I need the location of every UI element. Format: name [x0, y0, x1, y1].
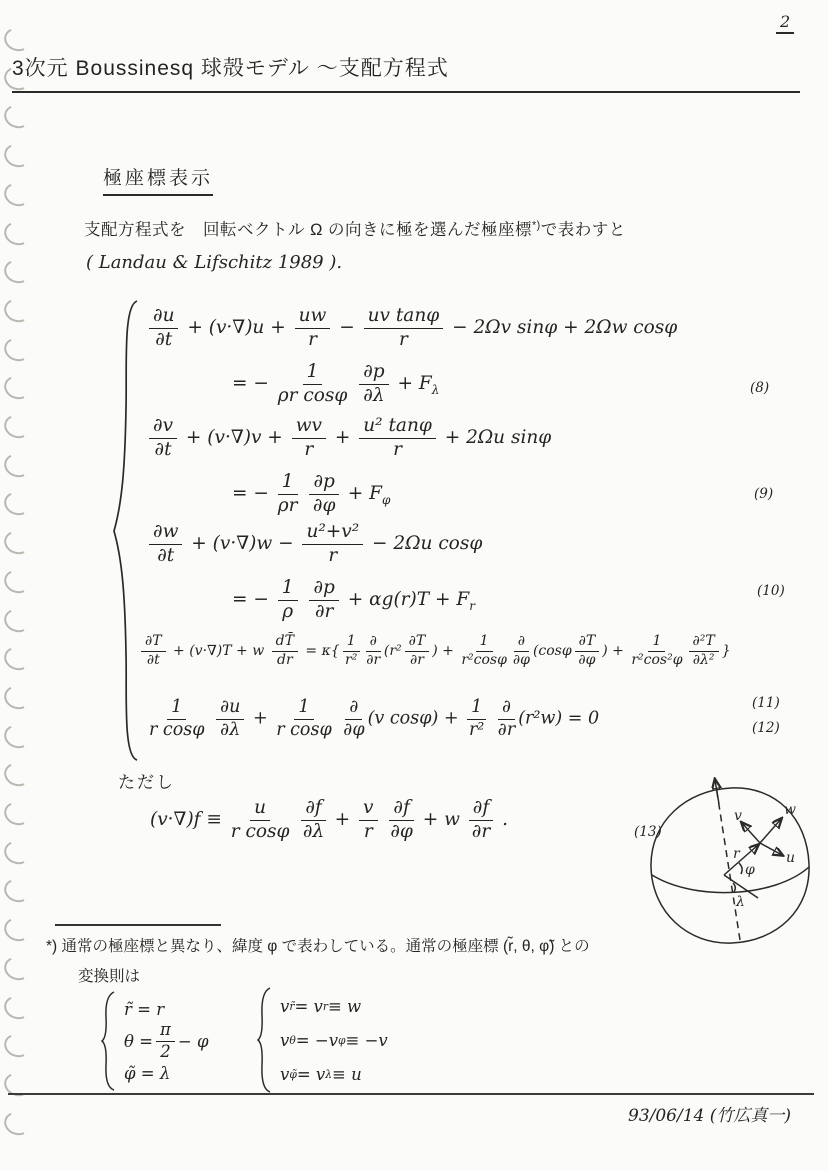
equation-momentum-v	[146, 416, 551, 517]
binding-hole-mark	[1, 837, 34, 867]
phi-angle-arc	[739, 863, 742, 874]
velocity-rule: v φ̃ = v λ ≡ u	[280, 1064, 362, 1084]
binding-hole-mark	[1, 682, 34, 712]
binding-hole-mark	[1, 140, 34, 170]
lambda-angle-arc	[733, 883, 735, 892]
equation-line: $\frac{\partial w}{\partial t}$ + (v·∇)w − $\frac{\text{u²+v²}}{r}$ − 2Ωu cosφ	[146, 522, 482, 566]
binding-hole-mark	[1, 1108, 34, 1138]
binding-hole-mark	[1, 1031, 34, 1061]
date-signature: 93/06/14 (竹広真一)	[628, 1106, 792, 1126]
binding-hole-mark	[1, 218, 34, 248]
equation-number: (11)	[752, 695, 780, 711]
v-vector	[742, 823, 760, 843]
binding-hole-mark	[1, 566, 34, 596]
citation-text: ( Landau & Lifschitz 1989 ).	[86, 252, 343, 273]
w-vector	[760, 819, 781, 843]
coordinate-rule: θ = $\frac{\pi}{2}$ − φ	[124, 1020, 209, 1061]
u-vector	[760, 843, 782, 855]
equation-number: (8)	[750, 380, 770, 396]
equation-temperature	[138, 634, 731, 668]
w-label: w	[784, 802, 796, 818]
binding-hole-mark	[1, 373, 34, 403]
coordinate-rule: φ̃ = λ	[124, 1063, 171, 1083]
velocity-transform-rules	[256, 986, 388, 1094]
equation-continuity	[146, 698, 599, 740]
binding-hole-mark	[1, 953, 34, 983]
binding-hole-mark	[1, 179, 34, 209]
equation-number: (12)	[752, 720, 780, 736]
equation-number: (10)	[757, 583, 785, 599]
equation-line: $\frac{\partial v}{\partial t}$ + (v·∇)v + $\frac{wv}{r}$ + $\frac{\text{u² tanφ}}{r}$ + 2Ωu sinφ	[146, 416, 551, 460]
binding-hole-mark	[1, 914, 34, 944]
binding-hole-mark	[1, 411, 34, 441]
binding-hole-mark	[1, 760, 34, 790]
footnote-text: *) 通常の極座標と異なり、緯度 φ で表わしている。通常の極座標 (r̃, θ, φ̃) との	[46, 938, 590, 955]
equation-line: = − $\frac{1}{\text{ρr cosφ}}$ $\frac{\partial p}{\partial\lambda}$ + $F_\lambda$	[232, 361, 440, 407]
where-label: ただし	[118, 773, 175, 792]
binding-hole-mark	[1, 644, 34, 674]
page-number: 2	[776, 12, 794, 34]
equation-line: = − $\frac{1}{\rho r}$ $\frac{\partial p}{\partial\varphi}$ + $F_\varphi$	[232, 471, 391, 517]
system-brace	[110, 298, 140, 764]
equation-line: $\frac{\partial T}{\partial t}$ + (v·∇)T + w $\frac{dT̄}{dr}$ = κ{ $\frac{1}{\text{r²}}$ $\frac{\partial}{\partial r}$ (r² $\frac{\partial T}{\partial r}$ ) + $\frac{1}{\text{r²cosφ}}$ $\frac{\partial}{\partial\varphi}$ (cosφ $\frac{\partial T}{\partial\varphi}$ ) + $\frac{1}{\text{r²cos²φ}}$ $\frac{\text{∂²T}}{\text{∂λ²}}$ }	[138, 634, 731, 668]
sphere-diagram	[636, 772, 826, 950]
binding-hole-mark	[1, 257, 34, 287]
equation-line: (v·∇)f ≡ $\frac{u}{\text{r cosφ}}$ $\frac{\partial f}{\partial\lambda}$ + $\frac{v}{r}$ $\frac{\partial f}{\partial\varphi}$ + w $\frac{\partial f}{\partial r}$ .	[150, 797, 508, 842]
binding-hole-mark	[1, 876, 34, 906]
binding-hole-mark	[1, 295, 34, 325]
binding-hole-mark	[1, 334, 34, 364]
velocity-rule: v r̃ = v r ≡ w	[280, 996, 362, 1016]
lambda-label: λ	[736, 894, 745, 910]
equation-momentum-w	[146, 522, 482, 623]
binding-hole-mark	[1, 489, 34, 519]
phi-label: φ	[745, 862, 755, 878]
binding-hole-mark	[1, 721, 34, 751]
intro-text: 支配方程式を 回転ベクトル Ω の向きに極を選んだ極座標*)で表わすと	[84, 219, 626, 239]
equation-number: (9)	[754, 486, 774, 502]
binding-hole-mark	[1, 102, 34, 132]
binding-hole-mark	[1, 992, 34, 1022]
velocity-rule: v θ = −v φ ≡ −v	[280, 1030, 388, 1050]
section-heading: 極座標表示	[103, 163, 213, 196]
equation-advection-definition	[150, 798, 508, 842]
transform-brace	[256, 986, 272, 1094]
transform-brace	[100, 990, 116, 1092]
binding-hole-mark	[1, 527, 34, 557]
equation-line: $\frac{1}{\text{r cosφ}}$ $\frac{\partial u}{\partial\lambda}$ + $\frac{1}{\text{r cosφ}}$ $\frac{\partial}{\partial\varphi}$ (v cosφ) + $\frac{1}{\text{r²}}$ $\frac{\partial}{\partial r}$ (r²w) = 0	[149, 697, 600, 740]
footer-rule	[8, 1093, 814, 1095]
v-label: v	[734, 808, 742, 824]
binding-hole-mark	[1, 450, 34, 480]
coordinate-transform-rules	[100, 990, 209, 1092]
footnote-separator	[55, 924, 221, 926]
coordinate-rule: r̃ = r	[124, 999, 165, 1019]
footnote-text: 変換則は	[78, 968, 141, 985]
r-label: r	[733, 846, 740, 862]
page-title: 3次元 Boussinesq 球殻モデル 〜支配方程式	[12, 52, 800, 93]
binding-hole-mark	[1, 605, 34, 635]
equation-line: $\frac{\partial u}{\partial t}$ + (v·∇)u + $\frac{uw}{r}$ − $\frac{\text{uv tanφ}}{r}$ − 2Ωv sinφ + 2Ωw cosφ	[146, 306, 677, 350]
binding-hole-mark	[1, 798, 34, 828]
equation-number: (13)	[634, 824, 662, 840]
equation-line: = − $\frac{1}{\rho}$ $\frac{\partial p}{\partial r}$ + $\alpha g(r)T + F_r$	[232, 577, 475, 623]
rotation-axis-arrow	[715, 780, 719, 804]
equation-momentum-u	[146, 306, 677, 407]
u-label: u	[786, 850, 796, 866]
binding-hole-mark	[1, 24, 34, 54]
